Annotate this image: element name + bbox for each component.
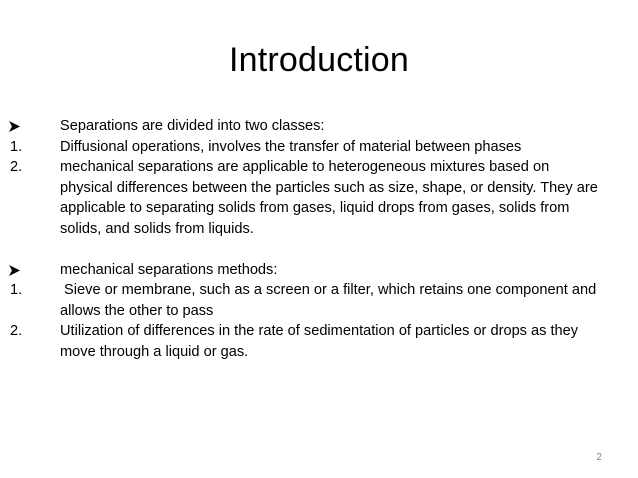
list-marker: 1. — [10, 282, 23, 298]
arrow-right-icon — [8, 116, 60, 137]
page-number: 2 — [596, 452, 602, 463]
list-item-continuation — [8, 198, 602, 219]
list-item-text: Diffusional operations, involves the transfer of material between phases — [60, 138, 522, 155]
list-item-text: Sieve or membrane, such as a screen or a filter, which retains one component and — [60, 282, 597, 298]
list-item-text: allows the other to pass — [60, 302, 214, 319]
list-marker: 2. — [10, 323, 23, 339]
slide-content — [8, 116, 602, 362]
section1-heading-text: Separations are divided into two classes: — [60, 118, 325, 134]
spacer — [8, 239, 602, 260]
list-item-text: move through a liquid or gas. — [60, 343, 249, 360]
list-item-continuation — [8, 219, 602, 240]
list-item-text: physical differences between the particles such as size, shape, or density. They are — [60, 179, 598, 196]
list-item-text: mechanical separations are applicable to heterogeneous mixtures based on — [60, 159, 550, 175]
list-item-text: solids, and solids from liquids. — [60, 220, 254, 237]
arrow-right-icon — [8, 260, 60, 281]
section2-heading — [8, 260, 602, 281]
slide-title: Introduction — [228, 41, 410, 79]
list-marker: 2. — [10, 159, 23, 175]
list-item — [8, 280, 602, 301]
list-item-continuation — [8, 178, 602, 199]
list-item — [8, 321, 602, 342]
section2-heading-text: mechanical separations methods: — [60, 261, 278, 278]
list-item-continuation — [8, 342, 602, 363]
list-item-text: Utilization of differences in the rate of sedimentation of particles or drops as they — [60, 323, 579, 339]
list-item — [8, 157, 602, 178]
list-marker: 1. — [10, 138, 23, 155]
list-item-text: applicable to separating solids from gases, liquid drops from gases, solids from — [60, 200, 570, 216]
list-item-continuation — [8, 301, 602, 322]
section1-heading — [8, 116, 602, 137]
list-item — [8, 137, 602, 158]
